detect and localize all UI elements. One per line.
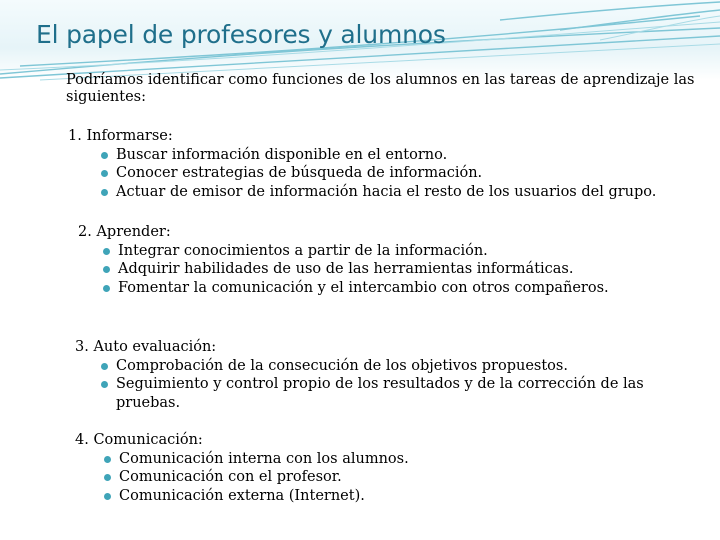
bullet-list xyxy=(96,146,698,202)
section-heading: 1. Informarse: xyxy=(68,128,173,144)
section-auto-evaluacion xyxy=(75,338,690,412)
list-item xyxy=(96,146,698,165)
bullet-icon xyxy=(101,363,108,370)
list-item xyxy=(98,260,698,279)
bullet-list xyxy=(98,242,698,298)
bullet-icon xyxy=(104,456,111,463)
slide-title: El papel de profesores y alumnos xyxy=(36,20,446,49)
bullet-icon xyxy=(101,152,108,159)
list-item-text: Integrar conocimientos a partir de la información. xyxy=(118,242,488,259)
bullet-icon xyxy=(101,189,108,196)
list-item-text: Fomentar la comunicación y el intercambio con otros compañeros. xyxy=(118,279,609,296)
bullet-icon xyxy=(101,381,108,388)
list-item-text: Actuar de emisor de información hacia el resto de los usuarios del grupo. xyxy=(116,183,657,200)
bullet-icon xyxy=(103,285,110,292)
list-item-text: Comprobación de la consecución de los objetivos propuestos. xyxy=(116,357,568,374)
bullet-icon xyxy=(104,493,111,500)
list-item-text: Comunicación interna con los alumnos. xyxy=(119,450,409,467)
section-heading: 4. Comunicación: xyxy=(75,432,203,448)
list-item xyxy=(99,487,690,506)
bullet-icon xyxy=(101,170,108,177)
bullet-list xyxy=(99,450,690,506)
list-item xyxy=(96,357,690,376)
list-item-text: Adquirir habilidades de uso de las herramientas informáticas. xyxy=(118,261,574,277)
list-item-text: Comunicación con el profesor. xyxy=(119,469,342,485)
list-item xyxy=(99,468,690,487)
bullet-icon xyxy=(103,248,110,255)
list-item xyxy=(99,450,690,469)
section-informarse xyxy=(68,127,698,201)
list-item xyxy=(98,242,698,261)
list-item xyxy=(96,164,698,183)
section-aprender xyxy=(78,223,698,297)
list-item xyxy=(96,375,690,412)
intro-text: Podríamos identificar como funciones de los alumnos en las tareas de aprendizaje las siguientes: xyxy=(66,72,695,105)
list-item xyxy=(96,183,698,202)
list-item xyxy=(98,279,698,298)
bullet-icon xyxy=(104,474,111,481)
bullet-list xyxy=(96,357,690,413)
bullet-icon xyxy=(103,266,110,273)
section-comunicacion xyxy=(75,431,690,505)
list-item-text: Conocer estrategias de búsqueda de información. xyxy=(116,165,483,181)
section-heading: 3. Auto evaluación: xyxy=(75,339,217,355)
section-heading: 2. Aprender: xyxy=(78,224,171,240)
list-item-text: Seguimiento y control propio de los resultados y de la corrección de las pruebas. xyxy=(116,376,644,411)
list-item-text: Buscar información disponible en el entorno. xyxy=(116,146,448,163)
list-item-text: Comunicación externa (Internet). xyxy=(119,487,365,504)
